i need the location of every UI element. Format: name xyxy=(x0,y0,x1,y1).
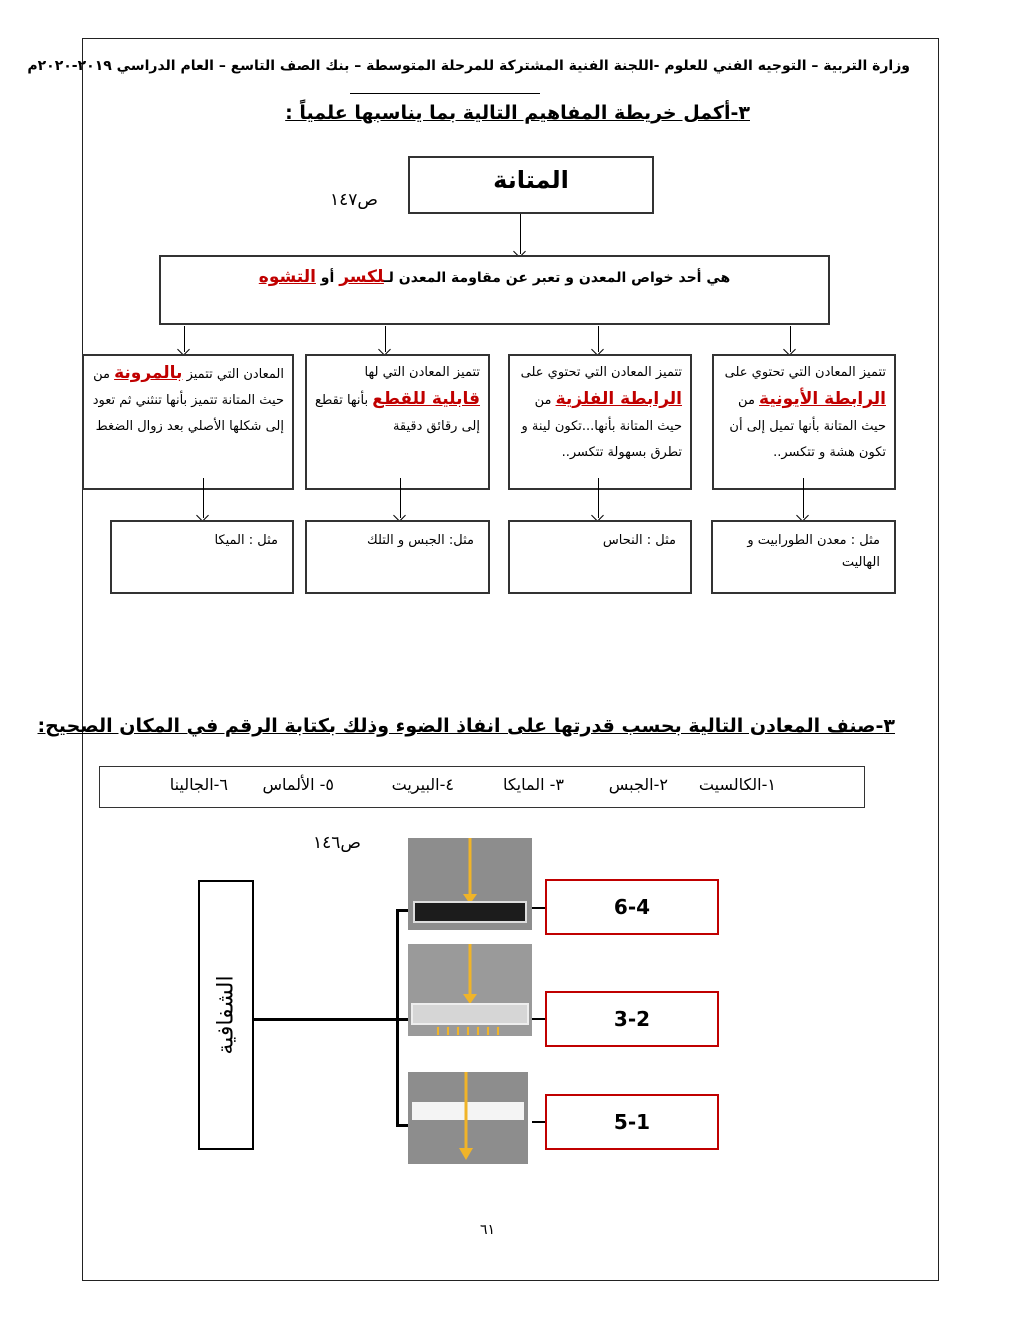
answer-kasr: لكسر xyxy=(339,267,384,287)
definition-text xyxy=(161,267,828,287)
example-box-ionic: مثل : معدن الطورابيت و الهاليت xyxy=(711,520,896,594)
answer-metallic-bond: الرابطة الفلزية xyxy=(555,389,682,409)
mineral-item: ٢-الجبس xyxy=(608,775,668,794)
answer-transparent[interactable]: 5-1 xyxy=(545,1094,719,1150)
mineral-item: ٥- الألماس xyxy=(262,775,334,794)
category-text: من حيث المتانة بأنها تميل إلى أن تكون هشة و تتكسر.. xyxy=(729,393,886,460)
page-number: ٦١ xyxy=(480,1222,496,1238)
concept-root-box xyxy=(408,156,654,214)
category-text: بأنها تقطع إلى رقائق دقيقة xyxy=(315,393,480,434)
answer-translucent[interactable]: 3-2 xyxy=(545,991,719,1047)
category-box-sectility xyxy=(305,354,490,490)
arrow-def-to-cat2 xyxy=(598,326,599,352)
page-ref-146: ص١٤٦ xyxy=(313,833,361,853)
definition-or: أو xyxy=(315,270,340,286)
category-box-elasticity xyxy=(82,354,294,490)
transparency-root-box xyxy=(198,880,254,1150)
example-box-elasticity: مثل : الميكا xyxy=(110,520,294,594)
transparent-diagram-icon xyxy=(408,1072,528,1164)
arrow-def-to-cat3 xyxy=(385,326,386,352)
page-ref-147: ص١٤٧ xyxy=(330,190,378,210)
question1-title: ٣-أكمل خريطة المفاهيم التالية بما يناسبها علمياً : xyxy=(285,102,750,124)
connector-ans3 xyxy=(532,1121,546,1123)
mineral-item: ٣- المايكا xyxy=(502,775,564,794)
translucent-mineral-image xyxy=(408,944,532,1036)
example-box-metallic: مثل : النحاس xyxy=(508,520,692,594)
mineral-item: ١-الكالسيت xyxy=(698,775,776,794)
answer-opaque[interactable]: 6-4 xyxy=(545,879,719,935)
example-box-sectility: مثل: الجبس و التلك xyxy=(305,520,490,594)
page-header: وزارة التربية – التوجيه الفني للعلوم -اللجنة الفنية المشتركة للمرحلة المتوسطة – بنك الصف التاسع – العام الدراسي ٢٠١٩-٢٠٢٠م xyxy=(27,58,910,74)
opaque-diagram-icon xyxy=(408,838,532,930)
concept-root-label: المتانة xyxy=(493,166,569,194)
category-text: من حيث المتانة بأنها...تكون لينة و تطرق بسهولة تتكسر.. xyxy=(521,393,682,460)
connector-main xyxy=(254,1018,398,1021)
answer-ionic-bond: الرابطة الأيونية xyxy=(759,389,886,409)
connector-ans2 xyxy=(532,1018,546,1020)
definition-box xyxy=(159,255,830,325)
question2-title: ٣-صنف المعادن التالية بحسب قدرتها على انفاذ الضوء وذلك بكتابة الرقم في المكان الصحيح: xyxy=(37,715,895,737)
category-text: تتميز المعادن التي تحتوي على xyxy=(520,365,682,380)
minerals-list-box xyxy=(99,766,865,808)
connector-ans1 xyxy=(532,907,546,909)
arrow-cat1-to-ex1 xyxy=(803,478,804,518)
answer-sectility: قابلية للقطع xyxy=(372,389,480,409)
category-text: المعادن التي تتميز xyxy=(182,367,284,382)
arrow-def-to-cat1 xyxy=(790,326,791,352)
arrow-cat4-to-ex4 xyxy=(203,478,204,518)
answer-elasticity: بالمرونة xyxy=(114,363,183,383)
category-box-ionic xyxy=(712,354,896,490)
arrow-root-to-def xyxy=(520,214,521,254)
opaque-mineral-image xyxy=(408,838,532,930)
category-text: تتميز المعادن التي تحتوي على xyxy=(724,365,886,380)
mineral-item: ٦-الجالينا xyxy=(169,775,228,794)
definition-body: هي أحد خواص المعدن و تعبر عن مقاومة المعدن لـ xyxy=(383,270,731,286)
category-box-metallic xyxy=(508,354,692,490)
mineral-item: ٤-البيريت xyxy=(391,775,454,794)
category-text: من حيث المتانة تتميز بأنها تنثني ثم تعود إلى شكلها الأصلي بعد زوال الضغط xyxy=(92,367,284,434)
arrow-def-to-cat4 xyxy=(184,326,185,352)
category-text: تتميز المعادن التي لها xyxy=(364,365,480,380)
header-divider xyxy=(350,93,540,94)
transparency-label: الشفافية xyxy=(213,975,239,1055)
answer-tashawwuh: التشوه xyxy=(258,267,316,287)
arrow-cat2-to-ex2 xyxy=(598,478,599,518)
translucent-diagram-icon xyxy=(408,944,532,1036)
arrow-cat3-to-ex3 xyxy=(400,478,401,518)
transparent-mineral-image xyxy=(408,1072,528,1164)
